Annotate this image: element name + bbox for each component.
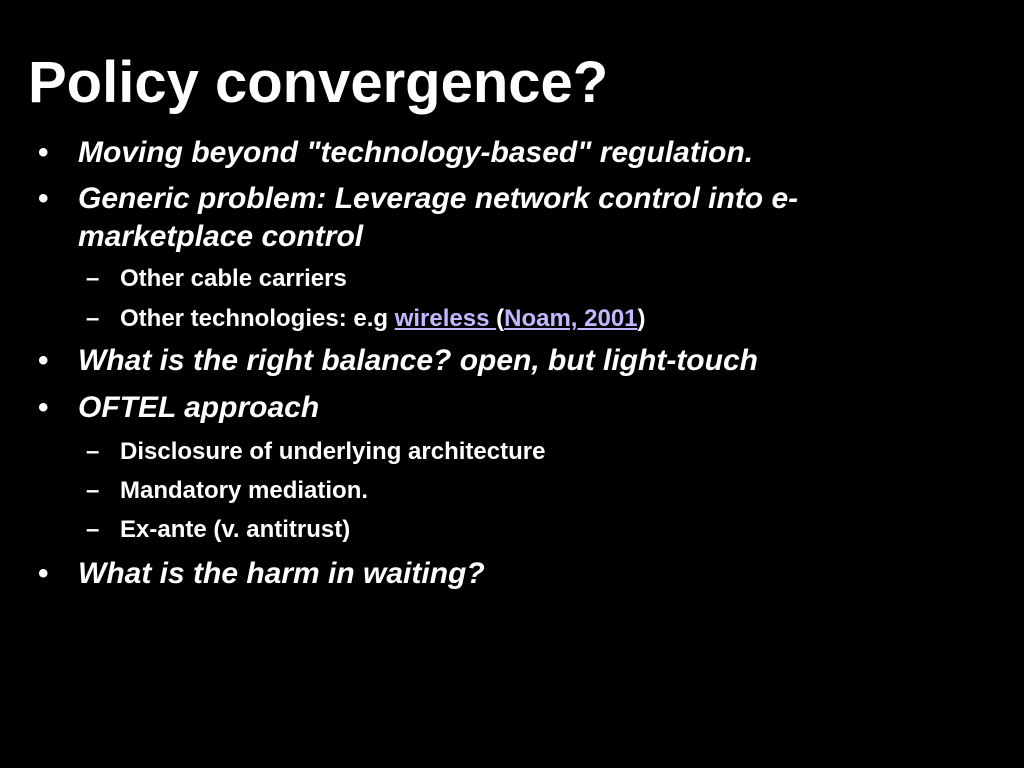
sub-item-text: Ex-ante (v. antitrust) bbox=[120, 516, 351, 543]
slide-title: Policy convergence? bbox=[28, 50, 609, 115]
bullet-item-oftel-approach bbox=[38, 389, 320, 427]
sub-item-mandatory-mediation bbox=[86, 476, 369, 506]
bullet-icon: • bbox=[38, 557, 49, 590]
bullet-item-harm-in-waiting bbox=[38, 555, 485, 593]
open-paren: ( bbox=[496, 305, 505, 332]
sub-item-other-cable-carriers bbox=[86, 264, 347, 294]
close-paren: ) bbox=[637, 305, 646, 332]
bullet-text: What is the right balance? open, but light-touch bbox=[78, 344, 758, 377]
sub-item-text: Disclosure of underlying architecture bbox=[120, 438, 546, 465]
sub-item-text: Other cable carriers bbox=[120, 265, 347, 292]
sub-item-text: Mandatory mediation. bbox=[120, 477, 369, 504]
dash-icon: – bbox=[86, 438, 100, 465]
sub-item-text: Other technologies: e.g bbox=[120, 305, 395, 332]
dash-icon: – bbox=[86, 305, 100, 332]
bullet-text: What is the harm in waiting? bbox=[78, 557, 485, 590]
bullet-item-moving-beyond bbox=[38, 134, 754, 172]
bullet-text: OFTEL approach bbox=[78, 391, 320, 424]
bullet-icon: • bbox=[38, 182, 49, 215]
dash-icon: – bbox=[86, 265, 100, 292]
dash-icon: – bbox=[86, 477, 100, 504]
bullet-text-line-1: Generic problem: Leverage network control into e- bbox=[78, 182, 799, 215]
sub-item-ex-ante bbox=[86, 515, 351, 545]
bullet-text-line-2: marketplace control bbox=[78, 220, 364, 253]
bullet-item-right-balance bbox=[38, 342, 758, 380]
bullet-icon: • bbox=[38, 136, 49, 169]
noam-2001-link[interactable]: Noam, 2001 bbox=[504, 305, 638, 332]
sub-item-disclosure bbox=[86, 437, 546, 467]
dash-icon: – bbox=[86, 516, 100, 543]
bullet-text: Moving beyond "technology-based" regulation. bbox=[78, 136, 754, 169]
sub-item-other-technologies bbox=[86, 304, 646, 334]
bullet-icon: • bbox=[38, 344, 49, 377]
bullet-icon: • bbox=[38, 391, 49, 424]
bullet-item-generic-problem bbox=[38, 180, 799, 256]
wireless-link[interactable]: wireless bbox=[394, 305, 497, 332]
